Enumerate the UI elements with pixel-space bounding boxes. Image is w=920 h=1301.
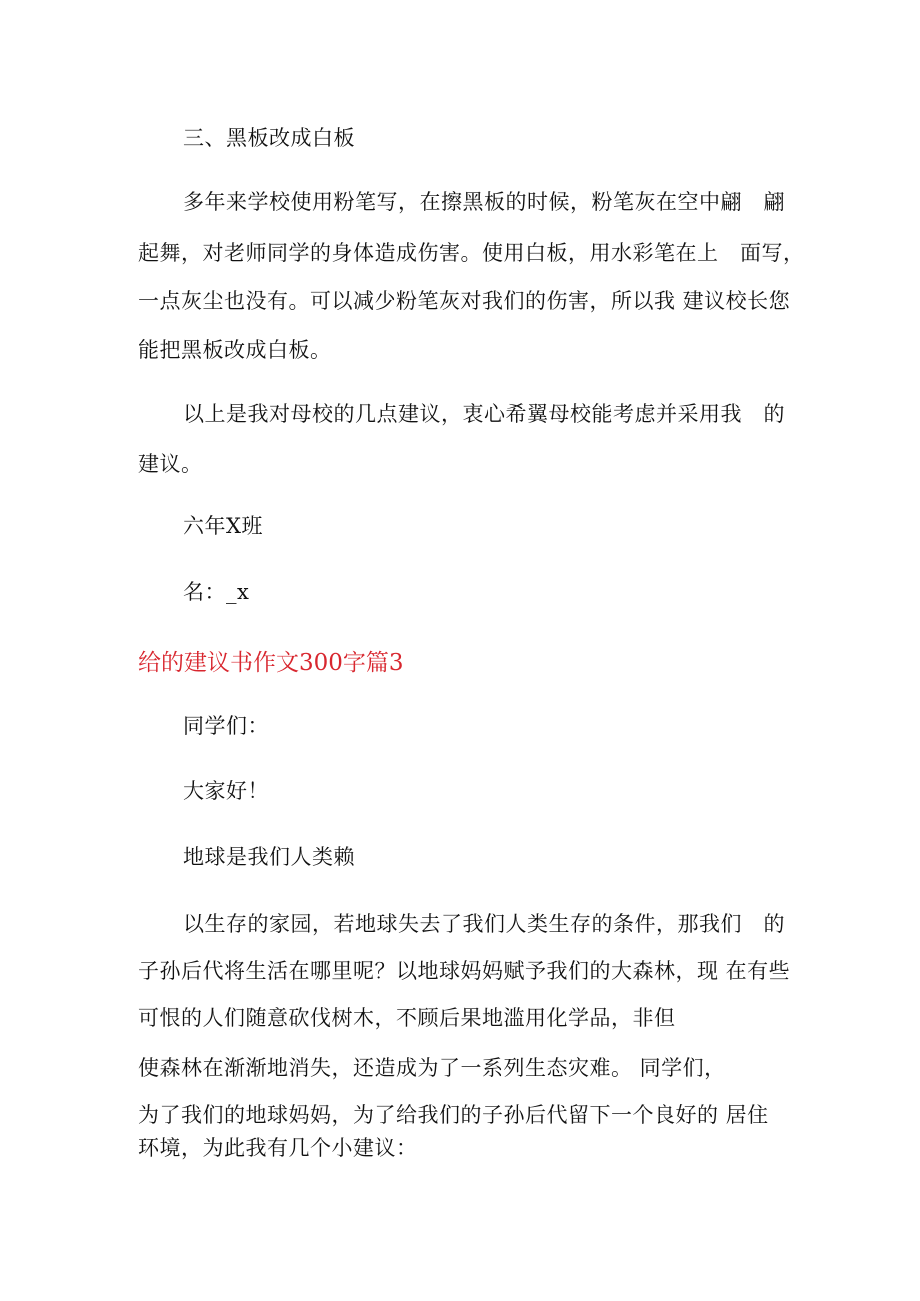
section-title: 三、黑板改成白板	[183, 126, 355, 150]
class-line: 六年X班	[183, 514, 263, 538]
salutation: 同学们：	[183, 714, 269, 738]
paragraph-line: 以生存的家园，若地球失去了我们人类生存的条件，那我们 的	[183, 912, 785, 936]
paragraph-line: 多年来学校使用粉笔写，在擦黑板的时候，粉笔灰在空中翩 翩	[183, 190, 785, 214]
paragraph-line: 可恨的人们随意砍伐树木，不顾后果地滥用化学品，非但	[138, 1006, 676, 1030]
paragraph-line: 为了我们的地球妈妈，为了给我们的子孙后代留下一个良好的 居住	[138, 1103, 769, 1127]
paragraph-line: 使森林在渐渐地消失，还造成为了一系列生态灾难。 同学们，	[138, 1056, 726, 1080]
paragraph-line: 子孙后代将生活在哪里呢？以地球妈妈赋予我们的大森林，现 在有些	[138, 959, 791, 983]
paragraph-line: 建议。	[138, 452, 203, 476]
name-line: 名：_x	[183, 580, 250, 604]
paragraph-line: 一点灰尘也没有。可以减少粉笔灰对我们的伤害，所以我 建议校长您	[138, 289, 791, 313]
paragraph-line: 环境，为此我有几个小建议：	[138, 1136, 418, 1160]
greeting: 大家好！	[183, 779, 269, 803]
paragraph-line: 起舞，对老师同学的身体造成伤害。使用白板，用水彩笔在上 面写，	[138, 241, 805, 265]
paragraph-line: 能把黑板改成白板。	[138, 338, 332, 362]
paragraph-line: 以上是我对母校的几点建议，衷心希翼母校能考虑并采用我 的	[183, 402, 785, 426]
article-heading: 给的建议书作文300字篇3	[138, 650, 404, 676]
intro-line: 地球是我们人类赖	[183, 845, 355, 869]
